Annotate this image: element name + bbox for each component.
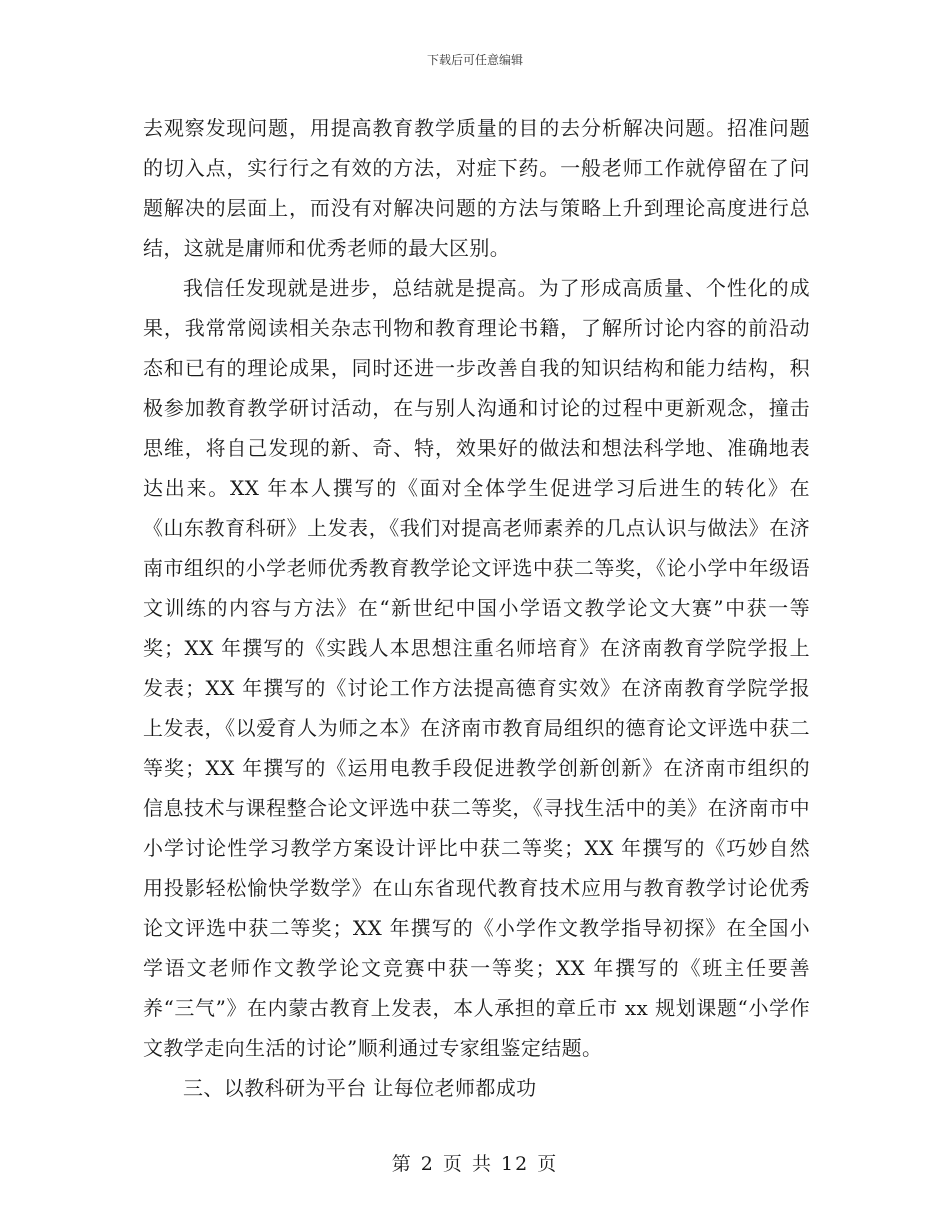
paragraph-research-achievements: 我信任发现就是进步，总结就是提高。为了形成高质量、个性化的成果，我常常阅读相关杂志刊物和教育理论书籍，了解所讨论内容的前沿动态和已有的理论成果，同时还进一步改善自我的知识结构和能力结构，积极参加教育教学研讨活动，在与别人沟通和讨论的过程中更新观念，撞击思维，将自己发现的新、奇、特，效果好的做法和想法科学地、准确地表达出来。XX 年本人撰写的《面对全体学生促进学习后进生的转化》在《山东教育科研》上发表，《我们对提高老师素养的几点认识与做法》在济南市组织的小学老师优秀教育教学论文评选中获二等奖，《论小学中年级语文训练的内容与方法》在“新世纪中国小学语文教学论文大赛”中获一等奖；XX 年撰写的《实践人本思想注重名师培育》在济南教育学院学报上发表；XX 年撰写的《讨论工作方法提高德育实效》在济南教育学院学报上发表，《以爱育人为师之本》在济南市教育局组织的德育论文评选中获二等奖；XX 年撰写的《运用电教手段促进教学创新创新》在济南市组织的信息技术与课程整合论文评选中获二等奖，《寻找生活中的美》在济南市中小学讨论性学习教学方案设计评比中获二等奖；XX 年撰写的《巧妙自然用投影轻松愉快学数学》在山东省现代教育技术应用与教育教学讨论优秀论文评选中获二等奖；XX 年撰写的《小学作文教学指导初探》在全国小学语文老师作文教学论文竞赛中获一等奖；XX 年撰写的《班主任要善养“三气”》在内蒙古教育上发表，本人承担的章丘市 xx 规划课题“小学作文教学走向生活的讨论”顺利通过专家组鉴定结题。 <box>143 276 810 1060</box>
page-header: 下载后可任意编辑 <box>426 53 523 67</box>
paragraph-continuation: 去观察发现问题，用提高教育教学质量的目的去分析解决问题。招准问题的切入点，实行行之有效的方法，对症下药。一般老师工作就停留在了问题解决的层面上，而没有对解决问题的方法与策略上升到理论高度进行总结，这就是庸师和优秀老师的最大区别。 <box>143 116 810 260</box>
page-number-footer: 第 2 页 共 12 页 <box>391 1153 559 1175</box>
document-body <box>143 108 810 1108</box>
section-heading-three: 三、以教科研为平台 让每位老师都成功 <box>183 1076 537 1100</box>
